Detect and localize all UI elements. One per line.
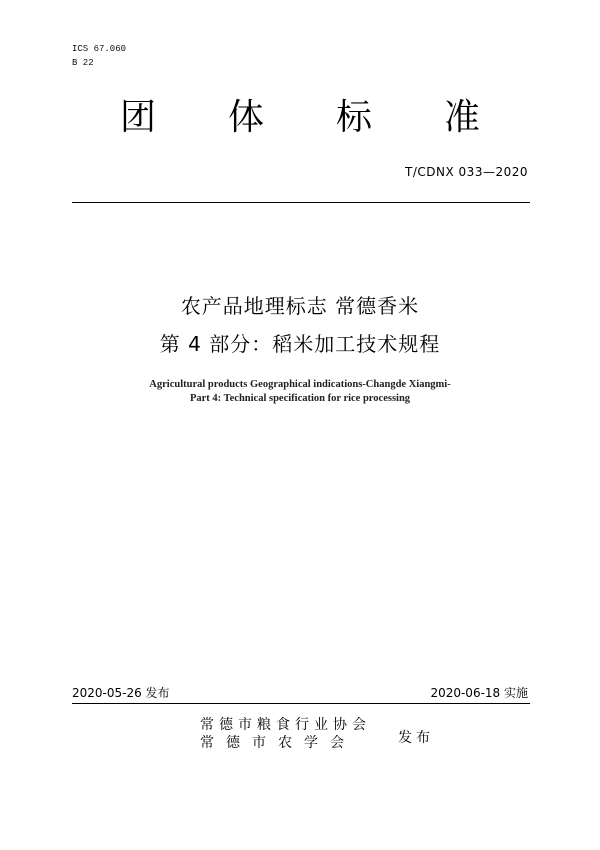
standard-type-title (120, 94, 480, 142)
standard-type-char: 体 (227, 97, 264, 138)
issuing-organizations (200, 716, 371, 752)
classification-codes (72, 42, 126, 70)
english-title-line-2: Part 4: Technical specification for rice processing (189, 393, 411, 404)
standard-type-char: 团 (120, 97, 157, 138)
english-title-line-1: Agricultural products Geographical indications-Changde Xiangmi- (149, 379, 451, 390)
standard-type-char: 准 (443, 97, 480, 138)
chinese-title-line-1: 农产品地理标志 常德香米 (180, 294, 420, 318)
ccs-code: B 22 (72, 58, 94, 68)
issuer-agronomy-society: 常德市农学会 (200, 735, 356, 751)
ics-code: ICS 67.060 (72, 44, 127, 54)
bottom-divider (72, 703, 530, 704)
standard-type-char: 标 (335, 97, 372, 138)
implementation-date: 2020-06-18 实施 (430, 686, 528, 700)
top-divider (72, 202, 530, 203)
chinese-title-line-2: 第 4 部分：稻米加工技术规程 (159, 332, 441, 356)
issue-label: 发布 (398, 730, 434, 746)
standard-number: T/CDNX 033—2020 (405, 165, 528, 179)
issuer-grain-association: 常德市粮食行业协会 (200, 717, 371, 733)
publish-date: 2020-05-26 发布 (72, 686, 170, 700)
